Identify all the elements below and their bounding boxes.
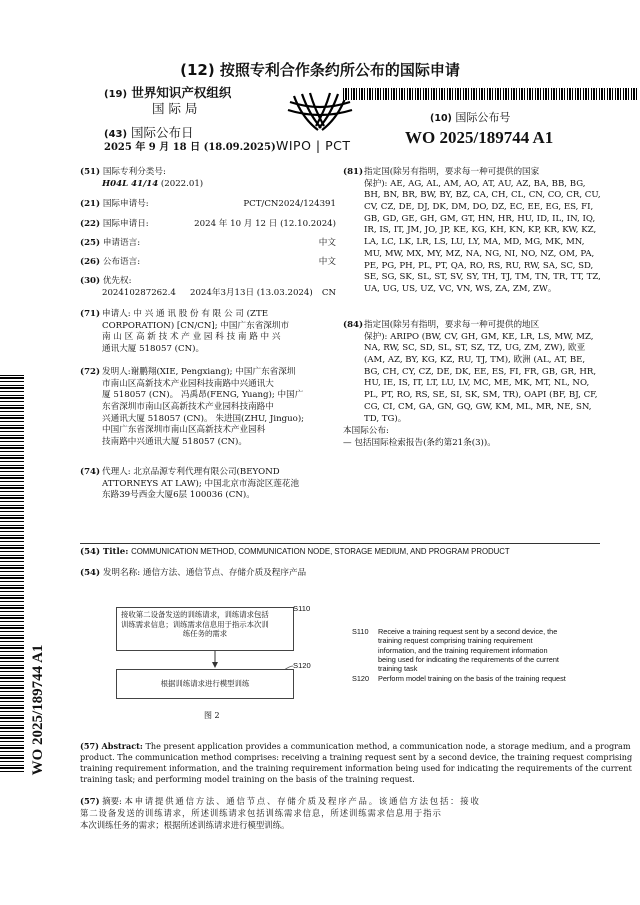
title-cn: (54) 发明名称: 通信方法、通信节点、存储介质及程序产品 bbox=[80, 568, 307, 578]
pubdate-value: 2025 年 9 月 18 日 (18.09.2025) bbox=[104, 142, 276, 153]
published-with: 本国际公布: — 包括国际检索报告(条约第21条(3))。 bbox=[343, 426, 496, 448]
field-74-agent: (74) 代理人: 北京品源专利代理有限公司(BEYOND ATTORNEYS AT LAW); 中国北京市海淀区莲花池 东路39号西金大厦6层 100036 (CN)。 bbox=[80, 467, 300, 501]
field-72-inventors: (72) 发明人:谢鹏翔(XIE, Pengxiang); 中国广东省深圳 市南山区高新技术产业园科技南路中兴通讯大 厦 518057 (CN)。 冯禹昂(FENG, Yuang); 中国广 东省深圳市南山区高新技术产业园科技南路中 兴通讯大厦 518057 (CN)。 朱进国(ZHU, Jinguo); 中国广东省深圳市南山区高新技术产业园科 技南路中兴通讯大厦 518057 (CN)。 bbox=[80, 367, 305, 448]
legend-s110: S110 Receive a training request sent by a second device, the training request comprising training requirement information, and the training requirement information being used for indicating the requirements of the current training task bbox=[352, 627, 559, 674]
side-publication-number: WO 2025/189744 A1 bbox=[29, 644, 46, 776]
abstract-cn: (57) 摘要: 本申请提供通信方法、通信节点、存储介质及程序产品。该通信方法包括：接收 第二设备发送的训练请求，所述训练请求包括训练需求信息，所述训练需求信息用于指示 本次训练任务的需求；根据所述训练请求进行模型训练。 bbox=[80, 796, 481, 830]
abstract-en: (57) Abstract: The present application provides a communication method, a communication node, a storage medium, and a program product. The communication method comprises: receiving a training request sent by a second device, the training request comprising training requirement information, and the training requirement information being used for indicating the requirements of the current training task; and performing model training on the basis of the training request. bbox=[80, 741, 633, 785]
separator-rule bbox=[80, 543, 600, 544]
field-21: (21) 国际申请号: PCT/CN2024/124391 bbox=[80, 199, 336, 209]
document-title: (12) 按照专利合作条约所公布的国际申请 bbox=[180, 61, 460, 79]
field-25: (25) 申请语言: 中文 bbox=[80, 238, 336, 248]
field-30: (30) 优先权: 202410287262.4 2024年3月13日 (13.03.2024) CN bbox=[80, 276, 336, 298]
step-label-s110: S110 bbox=[293, 604, 311, 613]
field-51: (51) 国际专利分类号: H04L 41/14 (2022.01) bbox=[80, 167, 204, 189]
wipo-pct-text: WIPO | PCT bbox=[276, 138, 351, 153]
pubno-value: WO 2025/189744 A1 bbox=[405, 128, 554, 147]
side-barcode bbox=[0, 372, 24, 772]
top-barcode bbox=[343, 88, 639, 100]
legend-s120: S120 Perform model training on the basis of the training request bbox=[352, 673, 566, 683]
step-label-s120: S120 bbox=[293, 661, 311, 670]
pubdate-heading: (43) 国际公布日 bbox=[104, 125, 194, 140]
field-26: (26) 公布语言: 中文 bbox=[80, 257, 336, 267]
flowchart bbox=[112, 604, 322, 724]
field-22: (22) 国际申请日: 2024 年 10 月 12 日 (12.10.2024) bbox=[80, 219, 336, 229]
field-84-regional-states: (84) 指定国(除另有指明，要求每一种可提供的地区 保护): ARIPO (BW, CV, GH, GM, KE, LR, LS, MW, MZ, NA, RW, SC, SD, SL, ST, SZ, TZ, UG, ZM, ZW), 欧亚 (AM, AZ, BY, KG, KZ, RU, TJ, TM), 欧洲 (AL, AT, BE, BG, CH, CY, CZ, DE, DK, EE, ES, FI, FR, GB, GR, HR, HU, IE, IS, IT, LT, LU, LV, MC, ME, MK, MT, NL, NO, PL, PT, RO, RS, SE, SI, SK, SM, TR), OAPI (BF, BJ, CF, CG, CI, CM, GA, GN, GQ, GW, KM, ML, MR, NE, SN, TD, TG)。 bbox=[343, 320, 598, 424]
field-71-applicant: (71) 申请人: 中 兴 通 讯 股 份 有 限 公 司 (ZTE CORPORATION) [CN/CN]; 中国广东省深圳市 南 山 区 高 新 技 术 产 业 园 科 技 南 路 中 兴 通讯大厦 518057 (CN)。 bbox=[80, 309, 290, 355]
figure-legend bbox=[352, 627, 602, 683]
title-en: (54) Title: COMMUNICATION METHOD, COMMUNICATION NODE, STORAGE MEDIUM, AND PROGRAM PRODUCT bbox=[80, 547, 510, 557]
field-81-designated-states: (81) 指定国(除另有指明，要求每一种可提供的国家 保护): AE, AG, AL, AM, AO, AT, AU, AZ, BA, BB, BG, BH, BN, BR, BW, BY, BZ, CA, CH, CL, CN, CO, CR, CU, CV, CZ, DE, DJ, DK, DM, DO, DZ, EC, EE, EG, ES, FI, GB, GD, GE, GH, GM, GT, HN, HR, HU, ID, IL, IN, IQ, IR, IS, IT, JM, JO, JP, KE, KG, KH, KN, KP, KR, KW, KZ, LA, LC, LK, LR, LS, LU, LY, MA, MD, MG, MK, MN, MU, MW, MX, MY, MZ, NA, NG, NI, NO, NZ, OM, PA, PE, PG, PH, PL, PT, QA, RO, RS, RU, RW, SA, SC, SD, SE, SG, SK, SL, ST, SV, SY, TH, TJ, TM, TN, TR, TT, TZ, UA, UG, US, UZ, VC, VN, WS, ZA, ZM, ZW。 bbox=[343, 167, 601, 294]
org-bureau: 国 际 局 bbox=[152, 101, 198, 116]
flow-step-box-s110: 接收第二设备发送的训练请求，训练请求包括 训练需求信息；训练需求信息用于指示本次训 练任务的需求 bbox=[116, 607, 294, 651]
figure-caption: 图 2 bbox=[204, 711, 220, 720]
pubno-heading: (10) 国际公布号 bbox=[430, 111, 511, 124]
org-heading: (19) 世界知识产权组织 bbox=[104, 85, 232, 100]
flow-step-box-s120: 根据训练请求进行模型训练 bbox=[116, 669, 294, 699]
